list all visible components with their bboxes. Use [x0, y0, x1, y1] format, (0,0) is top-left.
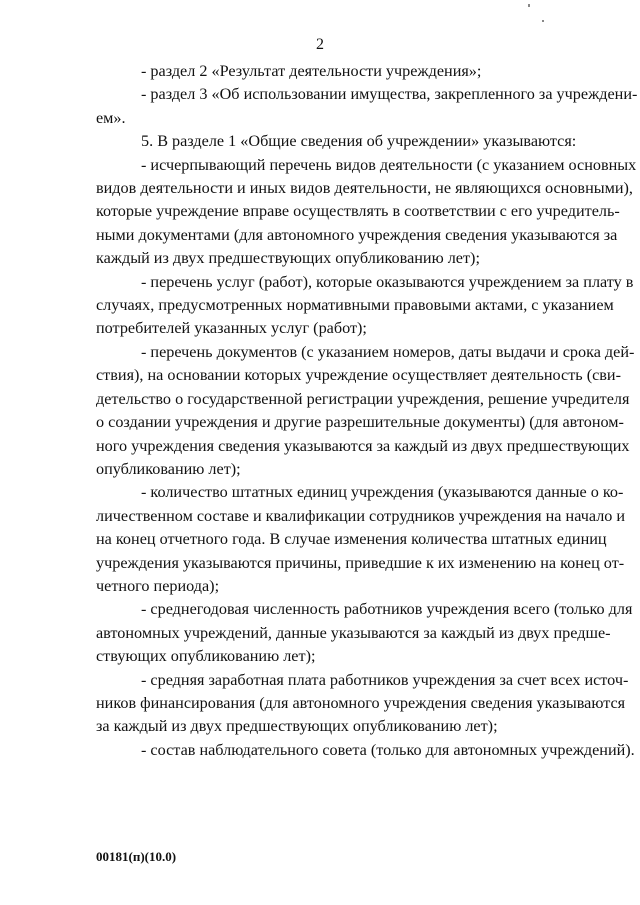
text-line: ными документами (для автономного учреждения сведения указываются за — [96, 225, 618, 244]
text-line: - перечень услуг (работ), которые оказываются учреждением за плату в — [141, 272, 634, 291]
page-number: 2 — [316, 36, 324, 53]
text-line: учреждения указываются причины, приведшие к их изменению на конец от- — [96, 553, 625, 572]
text-line: детельство о государственной регистрации учреждения, решение учредителя — [96, 389, 630, 408]
text-line: - исчерпывающий перечень видов деятельности (с указанием основных — [141, 155, 637, 174]
text-line: ного учреждения сведения указываются за каждый из двух предшествующих — [96, 436, 630, 455]
text-line: - раздел 2 «Результат деятельности учреждения»; — [141, 62, 482, 80]
paragraph — [96, 481, 626, 598]
paragraph — [96, 341, 635, 481]
scan-speck — [542, 20, 544, 22]
text-line: 5. В разделе 1 «Общие сведения об учреждении» указываются: — [141, 132, 577, 151]
text-line: автономных учреждений, данные указываются за каждый из двух предше- — [96, 623, 611, 642]
text-line: которые учреждение вправе осуществлять в соответствии с его учредитель- — [96, 202, 620, 221]
text-line: опубликованию лет); — [96, 459, 241, 478]
text-line: видов деятельности и иных видов деятельности, не являющихся основными), — [96, 179, 633, 198]
text-line: за каждый из двух предшествующих опубликованию лет); — [96, 717, 498, 736]
paragraph — [96, 271, 634, 341]
text-line: на конец отчетного года. В случае изменения количества штатных единиц — [96, 530, 607, 549]
text-line: потребителей указанных услуг (работ); — [96, 319, 367, 338]
text-line: о создании учреждения и другие разрешительные документы) (для автоном- — [96, 413, 624, 432]
text-line: ствующих опубликованию лет); — [96, 647, 316, 666]
text-line: - количество штатных единиц учреждения (указываются данные о ко- — [141, 483, 624, 502]
paragraph — [96, 739, 635, 762]
text-line: четного периода); — [96, 576, 220, 595]
text-line: ников финансирования (для автономного учреждения сведения указываются — [96, 693, 626, 712]
paragraph — [96, 83, 638, 130]
document-code: 00181(п)(10.0) — [96, 849, 177, 864]
scan-speck — [528, 4, 530, 7]
paragraph — [96, 669, 629, 739]
text-line: случаях, предусмотренных нормативными правовыми актами, с указанием — [96, 296, 614, 315]
paragraph — [96, 598, 633, 668]
paragraph — [96, 154, 637, 271]
document-body — [96, 60, 638, 762]
text-line: каждый из двух предшествующих опубликованию лет); — [96, 249, 480, 268]
text-line: личественном составе и квалификации сотрудников учреждения на начало и — [96, 506, 626, 525]
paragraph — [96, 130, 600, 153]
text-line: ствия), на основании которых учреждение осуществляет деятельность (сви- — [96, 366, 621, 385]
text-line: - состав наблюдательного совета (только для автономных учреждений). — [141, 740, 635, 759]
text-line: - средняя заработная плата работников учреждения за счет всех источ- — [141, 670, 629, 689]
text-line: ем». — [96, 108, 126, 127]
text-line: - перечень документов (с указанием номеров, даты выдачи и срока дей- — [141, 342, 635, 361]
paragraph — [96, 60, 600, 83]
text-line: - раздел 3 «Об использовании имущества, закрепленного за учреждени- — [141, 85, 638, 104]
text-line: - среднегодовая численность работников учреждения всего (только для — [141, 600, 633, 619]
